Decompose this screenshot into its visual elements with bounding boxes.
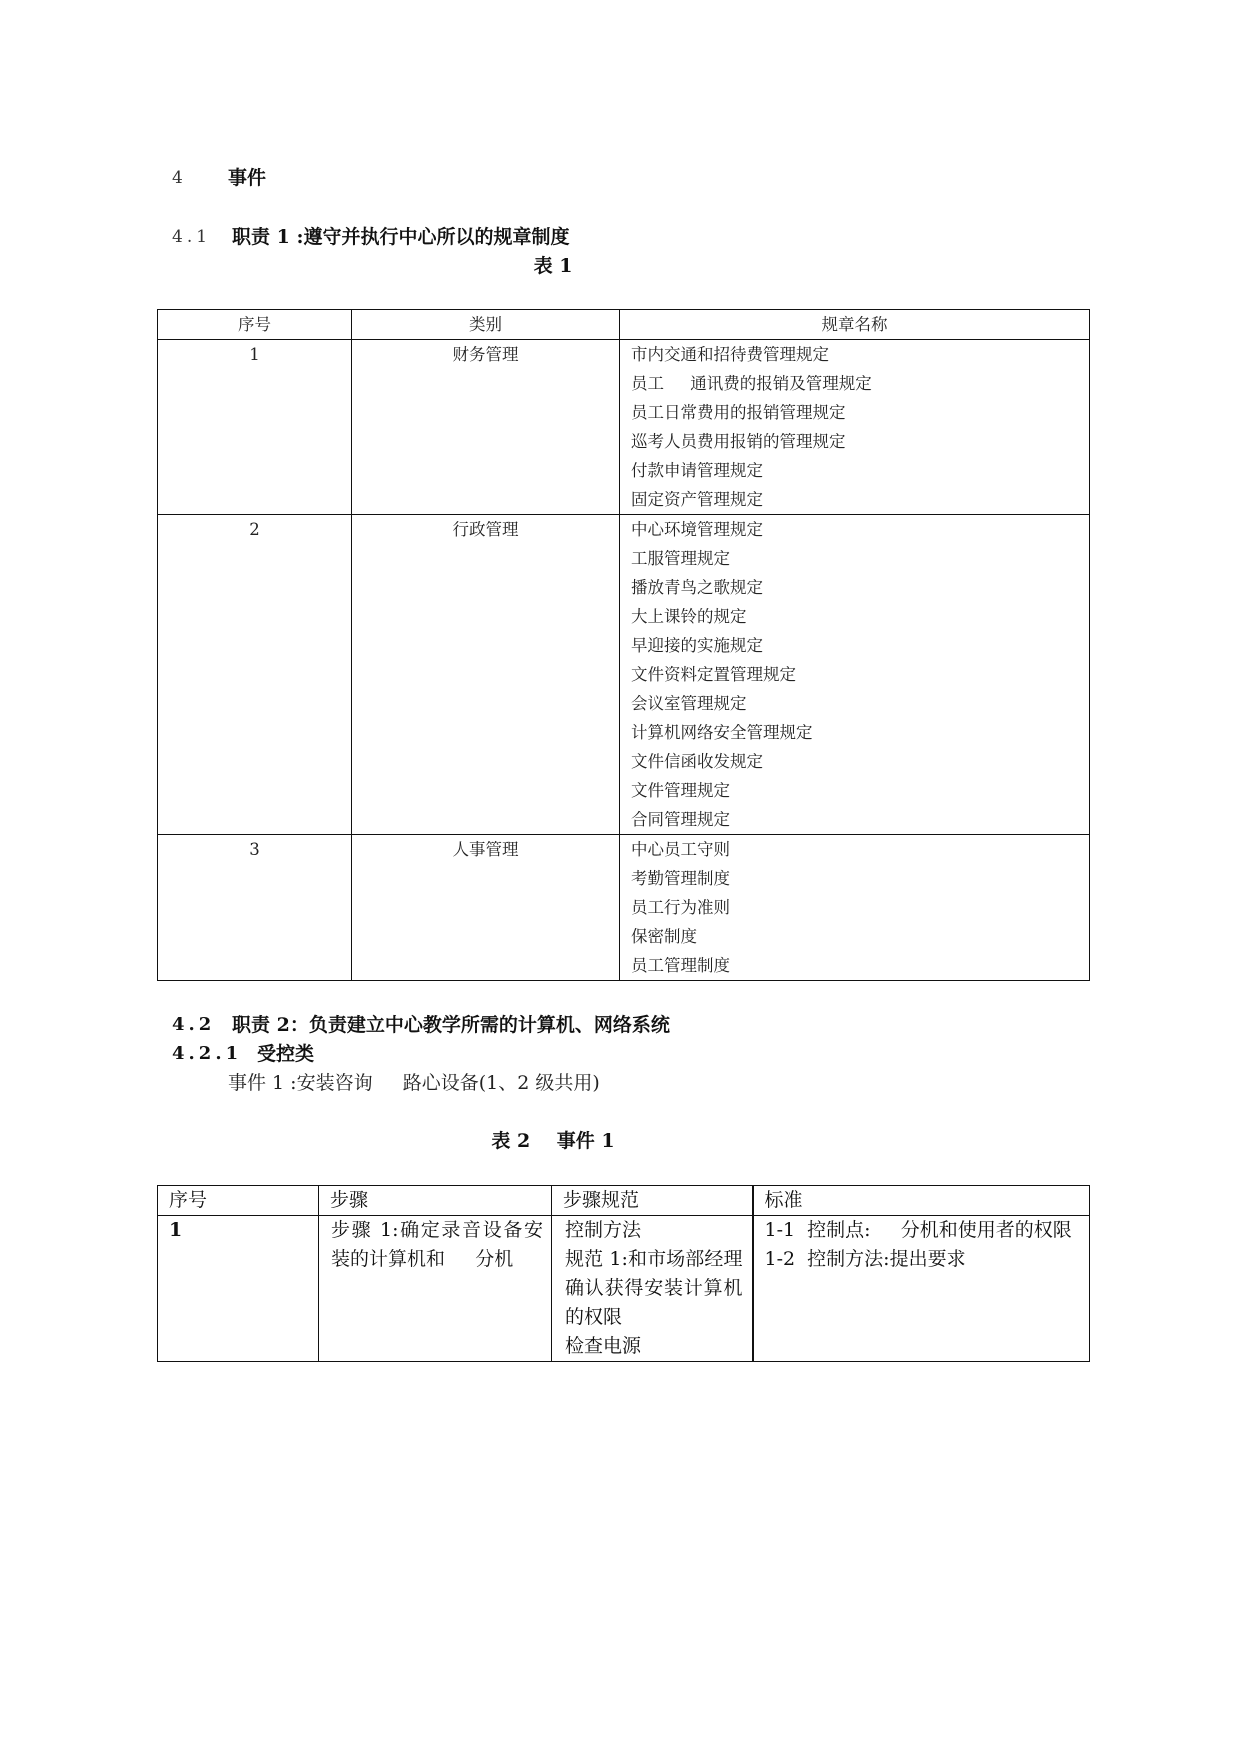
list-item: 员工管理制度 — [631, 956, 730, 975]
header-category: 类别 — [352, 310, 620, 340]
list-item: 合同管理规定 — [631, 810, 730, 829]
list-item: 文件资料定置管理规定 — [631, 665, 796, 684]
header-regulation-name: 规章名称 — [620, 310, 1090, 340]
spec-line: 确认获得安装计算机 — [565, 1277, 743, 1299]
regulations-table — [157, 309, 1090, 981]
spec-line: 的权限 — [565, 1306, 623, 1328]
list-item: 固定资产管理规定 — [631, 490, 763, 509]
list-item: 中心员工守则 — [631, 840, 730, 859]
list-item: 保密制度 — [631, 927, 697, 946]
list-item: 计算机网络安全管理规定 — [631, 723, 813, 742]
header-step: 步骤 — [319, 1186, 552, 1216]
row-category: 财务管理 — [352, 340, 620, 515]
spec-line: 控制方法 — [565, 1219, 642, 1241]
list-item: 工服管理规定 — [631, 549, 730, 568]
standard-line: 1-1 控制点: 分机和使用者的权限 — [764, 1219, 1072, 1241]
row-category: 人事管理 — [352, 835, 620, 981]
table-header-row — [158, 310, 1090, 340]
list-item: 付款申请管理规定 — [631, 461, 763, 480]
subsection-4-2-number: 4.2 — [172, 1014, 216, 1035]
row-standard — [753, 1216, 1090, 1362]
subsection-4-2-1-number: 4.2.1 — [172, 1043, 243, 1064]
table1-caption: 表 1 — [533, 255, 573, 277]
subsection-4-1-title: 职责 1 :遵守并执行中心所以的规章制度 — [232, 226, 570, 248]
list-item: 市内交通和招待费管理规定 — [631, 345, 829, 364]
row-no: 2 — [158, 515, 352, 835]
row-no: 1 — [158, 340, 352, 515]
spec-line: 检查电源 — [565, 1335, 642, 1357]
event-steps-table — [157, 1185, 1090, 1362]
table-row — [158, 340, 1090, 515]
header-no: 序号 — [158, 1186, 319, 1216]
list-item: 中心环境管理规定 — [631, 520, 763, 539]
header-standard: 标准 — [753, 1186, 1090, 1216]
table-row — [158, 1216, 1090, 1362]
subsection-4-1-number: 4.1 — [172, 227, 212, 247]
row-items — [620, 835, 1090, 981]
table-row — [158, 835, 1090, 981]
list-item: 早迎接的实施规定 — [631, 636, 763, 655]
list-item: 员工行为准则 — [631, 898, 730, 917]
list-item: 巡考人员费用报销的管理规定 — [631, 432, 846, 451]
section-title: 事件 — [228, 167, 267, 189]
list-item: 考勤管理制度 — [631, 869, 730, 888]
list-item: 文件信函收发规定 — [631, 752, 763, 771]
list-item: 员工日常费用的报销管理规定 — [631, 403, 846, 422]
list-item: 大上课铃的规定 — [631, 607, 747, 626]
row-no: 1 — [158, 1216, 319, 1362]
table2-caption: 表 2 事件 1 — [491, 1130, 615, 1152]
list-item: 文件管理规定 — [631, 781, 730, 800]
subsection-4-2-1-title: 受控类 — [257, 1043, 315, 1065]
row-category: 行政管理 — [352, 515, 620, 835]
step-line: 步骤 1:确定录音设备安 — [331, 1219, 543, 1241]
row-items — [620, 515, 1090, 835]
step-line: 装的计算机和 分机 — [331, 1248, 514, 1270]
table-row — [158, 515, 1090, 835]
row-no: 3 — [158, 835, 352, 981]
row-step — [319, 1216, 552, 1362]
subsection-4-2-title: 职责 2：负责建立中心教学所需的计算机、网络系统 — [232, 1014, 670, 1036]
table-header-row — [158, 1186, 1090, 1216]
list-item: 播放青鸟之歌规定 — [631, 578, 763, 597]
list-item: 会议室管理规定 — [631, 694, 747, 713]
list-item: 员工 通讯费的报销及管理规定 — [631, 374, 872, 393]
row-step-spec — [552, 1216, 753, 1362]
row-items — [620, 340, 1090, 515]
section-number: 4 — [172, 168, 187, 188]
standard-line: 1-2 控制方法:提出要求 — [764, 1248, 966, 1270]
header-step-spec: 步骤规范 — [552, 1186, 753, 1216]
event-line: 事件 1 :安装咨询 路心设备(1、2 级共用) — [228, 1072, 600, 1094]
header-no: 序号 — [158, 310, 352, 340]
spec-line: 规范 1:和市场部经理 — [565, 1248, 743, 1270]
